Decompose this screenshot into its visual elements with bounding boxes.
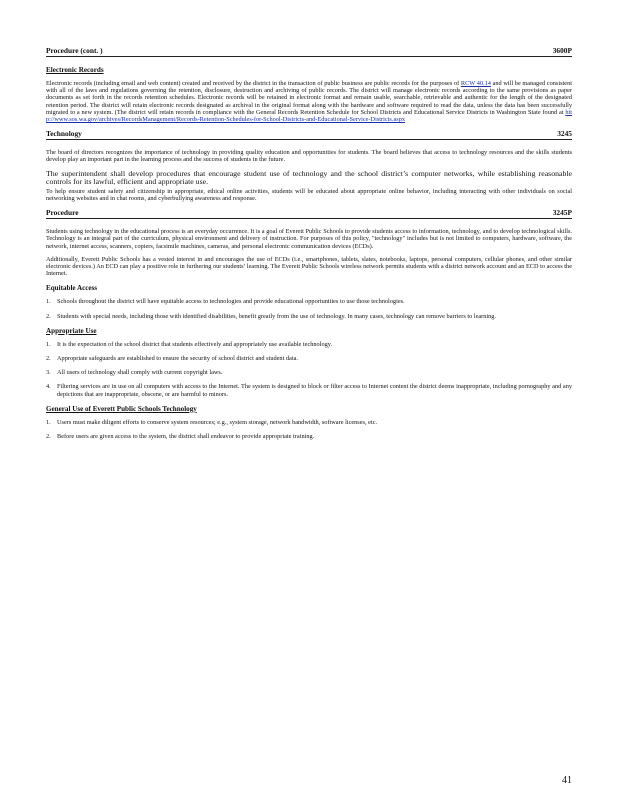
technology-paragraph-3: To help ensure student safety and citizenship in appropriate, ethical online activities, students will be educated about appropriate online behavior, including interacting with other individuals on social networking websites and in chat rooms, and cyberbullying awareness and response. [46,187,572,203]
page-number: 41 [562,775,572,786]
electronic-records-heading: Electronic Records [46,66,104,74]
procedure-3245p-header [46,208,572,219]
procedure-3245p-code: 3245P [552,208,572,218]
list-item: 4. Filtering services are in use on all computers with access to the Internet. The system is designed to block or filter access to Internet content the district deems inappropriate, including pornography and any depictions that are inappropriate, obscene, or are harmful to minors. [46,383,572,398]
procedure-paragraph-1: Students using technology in the educational process is an everyday occurrence. It is a goal of Everett Public Schools to provide students access to information, technology, and to develop technological skills. Technology is an integral part of the curriculum, physical environment and delivery of instruction. For purposes of this policy, "technology" includes but is not limited to computers, hardware, software, the network, internet access, scanners, copiers, facsimile machines, cameras, and personal electronic communication devices (ECDs). [46,228,572,250]
rcw-link[interactable]: RCW 40.14 [460,80,491,87]
electronic-records-paragraph [46,80,572,123]
procedure-header [46,46,572,56]
list-item: 2. Before users are given access to the system, the district shall endeavor to provide appropriate training. [46,433,315,441]
procedure-header-code: 3600P [552,46,572,55]
technology-header [46,129,572,140]
electronic-records-text-a: Electronic records (including email and web content) created and received by the district in the transaction of public business are public records for the purposes of [46,80,461,87]
appropriate-use-list [46,341,572,398]
list-item: 1. Users must make diligent efforts to conserve system resources; e.g., system storage, network bandwidth, software licenses, etc. [46,418,378,426]
list-item: 1. It is the expectation of the school district that students effectively and appropriately use available technology. [46,340,333,348]
document-page [46,46,572,447]
general-use-heading: General Use of Everett Public Schools Technology [46,404,197,413]
procedure-3245p-title: Procedure [46,208,79,218]
list-item: 2. Students with special needs, including those with identified disabilities, benefit greatly from the use of technology. In many cases, technology can remove barriers to learning. [46,312,497,320]
retention-schedule-link[interactable]: http://www.sos.wa.gov/archives/RecordsManagement/Records-Retention-Schedules-for-School-Districts-and-Educational-Service-Districts.aspx [46,108,573,124]
technology-heading: Technology [46,129,82,139]
technology-paragraph-2: The superintendent shall develop procedures that encourage student use of technology and the school district’s computer networks, while establishing reasonable controls for its lawful, efficient and appropriate use. [46,168,572,187]
technology-code: 3245 [557,129,572,139]
technology-paragraph-1: The board of directors recognizes the importance of technology in providing quality education and opportunities for students. The board believes that access to technology resources and the skills students develop play an important part in the learning process and the success of students in the future. [46,149,572,164]
general-use-list [46,419,572,440]
procedure-paragraph-2: Additionally, Everett Public Schools has a vested interest in and encourages the use of ECDs (i.e., smartphones, tablets, slates, notebooks, laptops, personal computers, cellular phones, and other similar electronic devices.) An ECD can play a positive role in furthering our students’ learning. The Everett Public Schools wireless network permits students with a district network account and an ECD to access the Internet. [46,255,572,278]
equitable-access-list [46,298,572,319]
equitable-access-heading: Equitable Access [46,284,98,293]
electronic-records-text-b: and will be managed consistent with all of the laws and regulations governing the retention, disclosure, destruction and archiving of public records. The district will manage electronic records according to the same provisions as paper documents as set forth in the records retention schedules. Electronic records will be retained in electronic format and remain usable, searchable, retrievable and authentic for the length of the designated retention period. The district will retain electronic records designated as archival in the original format along with the hardware and software required to read the data, unless the data has been successfully migrated to a new system. (The district will retain records in compliance with the General Records Retention Schedule for School Districts and Educational Service Districts in Washington State found at [46,80,572,116]
list-item: 1. Schools throughout the district will have equitable access to technologies and provide educational opportunities to use those technologies. [46,298,405,306]
list-item: 2. Appropriate safeguards are established to ensure the security of school district and student data. [46,355,298,363]
list-item: 3. All users of technology shall comply with current copyright laws. [46,369,223,377]
procedure-header-title: Procedure (cont. ) [46,46,103,55]
header-rule [46,56,572,57]
appropriate-use-heading: Appropriate Use [46,326,97,335]
